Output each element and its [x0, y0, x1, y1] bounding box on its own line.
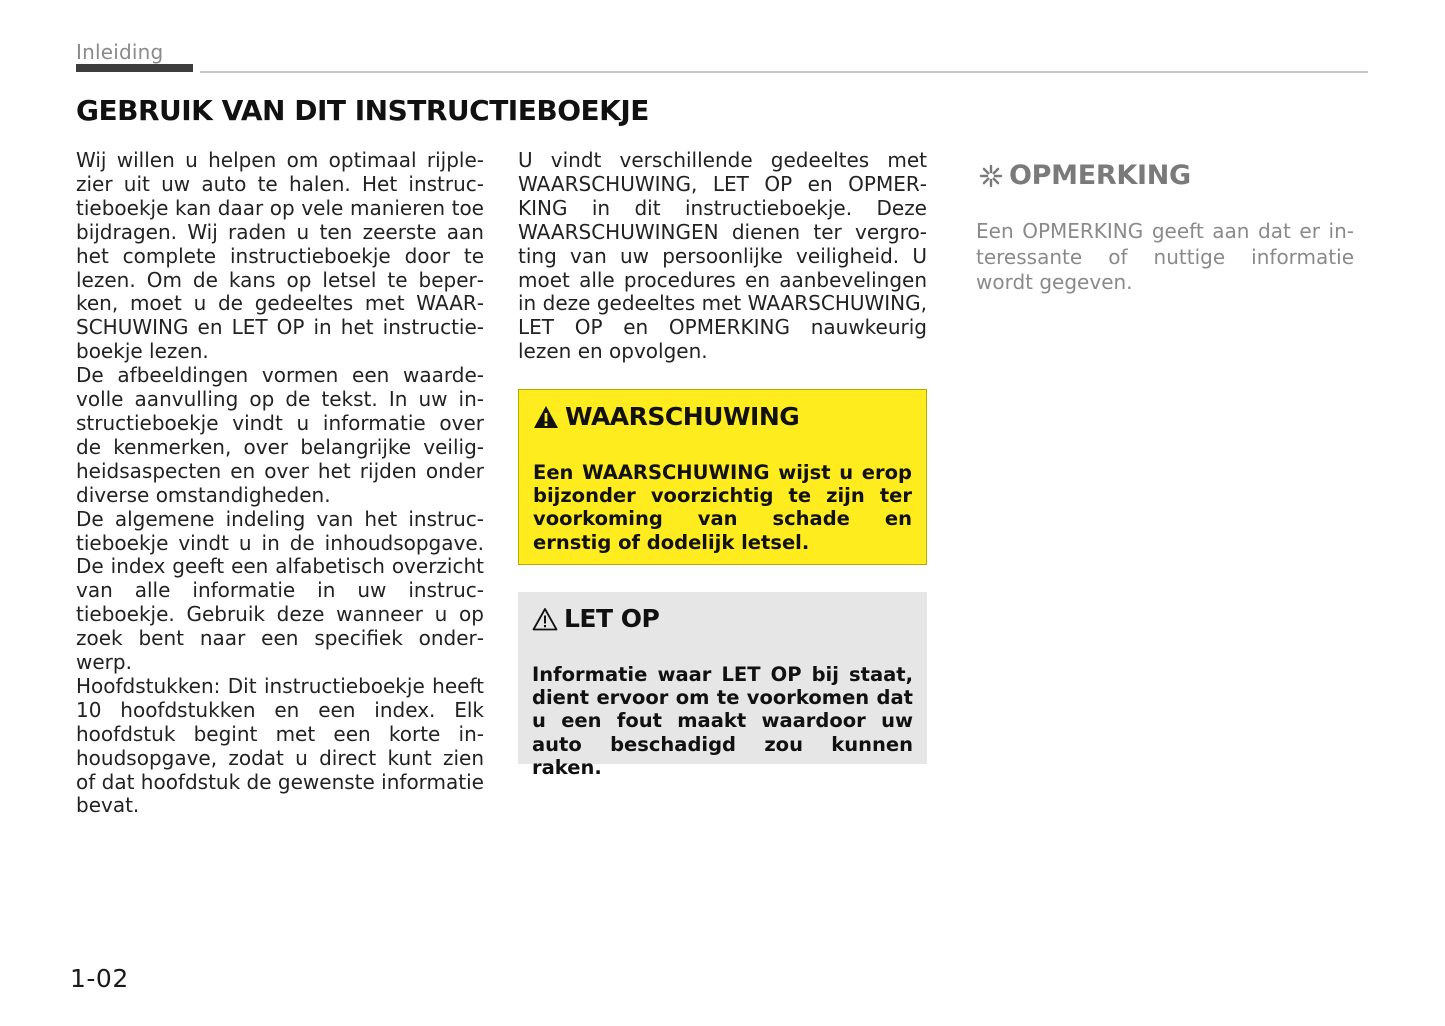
note-heading-text: OPMERKING — [1009, 160, 1191, 191]
text-column-2 — [518, 149, 927, 364]
paragraph: Wij willen u helpen om optimaal rijplezier uit uw auto te halen. Het instructieboekje kan daar op vele manieren toe bijdragen. Wij raden u ten zeerste aan het complete instructieboekje door te lezen. Om de kans op letsel te beperken, moet u de gedeeltes met WAARSCHUWING en LET OP in het instructieboekje lezen. — [76, 148, 484, 364]
caution-triangle-outline-icon — [532, 607, 558, 631]
warning-box — [518, 389, 927, 565]
warning-triangle-filled-icon — [533, 405, 559, 429]
asterisk-icon — [979, 164, 1003, 188]
text-column-1 — [76, 149, 484, 818]
paragraph: Hoofdstukken: Dit instructieboekje heeft 10 hoofdstukken en een index. Elk hoofdstuk begint met een korte inhoudsopgave, zodat u direct kunt zien of dat hoofdstuk de gewenste informatie bevat. — [76, 673, 484, 818]
paragraph: U vindt verschillende gedeeltes met WAARSCHUWING, LET OP en OPMERKING in dit instructieboekje. Deze WAARSCHUWINGEN dienen ter vergroting van uw persoonlijke veiligheid. U moet alle procedures en aanbevelingen in deze gedeeltes met WAARSCHUWING, LET OP en OPMERKING nauwkeurig lezen en opvolgen. — [518, 148, 927, 364]
section-rule-dark — [76, 64, 193, 72]
caution-box — [518, 592, 927, 779]
note-text: Een OPMERKING geeft aan dat er interessante of nuttige informatie wordt gegeven. — [976, 219, 1354, 295]
warning-heading-text: WAARSCHUWING — [565, 402, 800, 431]
paragraph: De algemene indeling van het instructieboekje vindt u in de inhoudsopgave. De index geeft een alfabetisch overzicht van alle informatie in uw instructieboekje. Gebruik deze wanneer u op zoek bent naar een specifiek onderwerp. — [76, 506, 484, 675]
paragraph: De afbeeldingen vormen een waardevolle aanvulling op de tekst. In uw instructieboekje vindt u informatie over de kenmerken, over belangrijke veiligheidsaspecten en over het rijden onder diverse omstandigheden. — [76, 363, 484, 507]
page-number: 1-02 — [70, 964, 129, 993]
caution-heading — [532, 604, 659, 633]
section-label: Inleiding — [76, 40, 164, 64]
caution-heading-text: LET OP — [564, 604, 660, 633]
note-heading — [979, 160, 1191, 191]
section-rule-light — [200, 71, 1368, 73]
warning-text: Een WAARSCHUWING wijst u erop bijzonder voorzichtig te zijn ter voorkoming van schade en ernstig of dodelijk letsel. — [533, 461, 912, 554]
page-title: GEBRUIK VAN DIT INSTRUCTIEBOEKJE — [76, 94, 649, 127]
caution-text: Informatie waar LET OP bij staat, dient ervoor om te voorkomen dat u een fout maakt waardoor uw auto beschadigd zou kunnen raken. — [532, 663, 913, 779]
warning-heading — [533, 402, 799, 431]
